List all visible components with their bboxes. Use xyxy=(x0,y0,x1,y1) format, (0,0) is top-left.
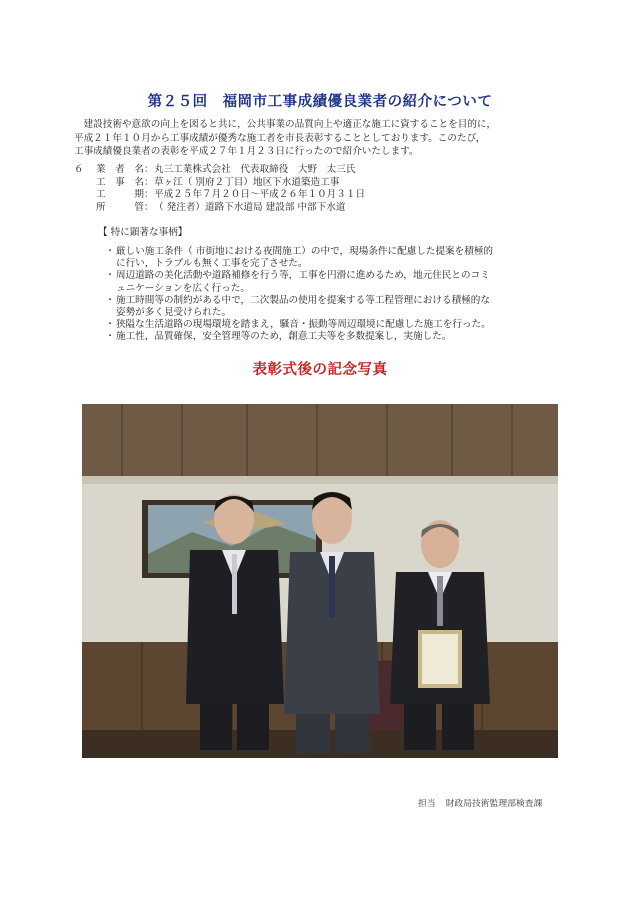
photo-illustration xyxy=(82,404,558,758)
intro-line: 建設技術や意欲の向上を図ると共に，公共事業の品質向上や適正な施工に資することを目的に， xyxy=(74,119,497,130)
list-item-line: 姿勢が多く見受けられた。 xyxy=(116,307,232,319)
award-number: ６ xyxy=(74,164,84,175)
info-value: 平成２５年７月２０日～平成２６年１０月３１日 xyxy=(154,189,366,200)
list-item-line: 厳しい施工条件（ 市街地における夜間施工）の中で，現場条件に配慮した提案を積極的 xyxy=(116,246,494,257)
page-title: 第２５回 福岡市工事成績優良業者の紹介について xyxy=(147,94,493,110)
list-item-line: ュニケーションを広く行った。 xyxy=(116,282,250,294)
footer-contact xyxy=(418,796,542,809)
bullet-icon: ・ xyxy=(105,319,115,331)
bullet-icon: ・ xyxy=(105,246,115,257)
footer-department: 財政局技術監理部検査課 xyxy=(445,799,543,809)
info-label: 業 者 名： xyxy=(96,164,154,175)
bullet-icon: ・ xyxy=(105,294,115,306)
bullet-icon: ・ xyxy=(105,331,115,343)
info-value: （ 発注者）道路下水道局 建設部 中部下水道 xyxy=(154,201,346,213)
list-item xyxy=(104,331,574,343)
bullet-icon: ・ xyxy=(105,270,115,282)
list-item-line: に行い，トラブルも無く工事を完了させた。 xyxy=(116,258,308,270)
notable-heading: 【 特に顕著な事柄】 xyxy=(98,227,188,238)
info-label: 所 管： xyxy=(96,201,154,213)
info-label: 工 期： xyxy=(96,189,154,200)
list-item-line: 周辺道路の美化活動や道路補修を行う等，工事を円滑に進めるため，地元住民とのコミ xyxy=(116,270,490,282)
list-item xyxy=(104,319,574,331)
list-item xyxy=(104,295,574,319)
list-item-line: 施工性，品質確保，安全管理等のため，創意工夫等を多数提案し，実施した。 xyxy=(116,331,452,343)
list-item-line: 狭隘な生活道路の現場環境を踏まえ，騒音・振動等周辺環境に配慮した施工を行った。 xyxy=(116,319,491,331)
footer-role: 担当 xyxy=(418,799,436,809)
intro-line: 平成２１年１０月から工事成績が優秀な施工者を市長表彰することとしております。このたび， xyxy=(74,132,486,144)
info-row-company xyxy=(74,164,574,177)
list-item xyxy=(104,270,574,294)
info-value: 草ヶ江（ 別府２丁目）地区下水道築造工事 xyxy=(154,176,340,188)
notable-list xyxy=(104,246,574,344)
intro-line: 工事成績優良業者の表彰を平成２７年１月２３日に行ったので紹介いたします。 xyxy=(74,146,419,157)
commemorative-photo xyxy=(82,404,558,758)
intro-paragraph xyxy=(74,118,574,159)
list-item xyxy=(104,246,574,270)
info-label: 工 事 名： xyxy=(96,176,154,188)
info-row-period xyxy=(74,189,574,202)
award-info xyxy=(74,164,574,214)
info-row-project xyxy=(74,177,574,190)
info-value: 丸三工業株式会社 代表取締役 大野 太三氏 xyxy=(154,164,356,175)
photo-title: 表彰式後の記念写真 xyxy=(252,362,388,378)
info-row-jurisdiction xyxy=(74,202,574,215)
list-item-line: 施工時間等の制約がある中で，二次製品の使用を提案する等工程管理における積極的な xyxy=(116,294,490,306)
